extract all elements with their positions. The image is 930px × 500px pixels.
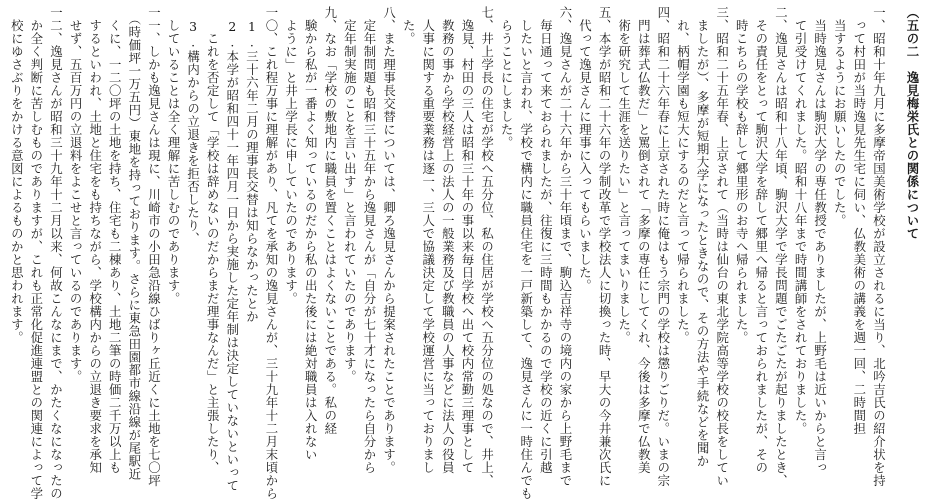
vertical-text-body <box>6 6 922 500</box>
text-line: 校にゆさぶりをかける意図によるものかと思われます。 <box>9 6 25 344</box>
text-line: 当時逸見さんは駒沢大学の専任教授でありましたが、上野毛は近いからと言っ <box>812 6 828 474</box>
text-line: 五、本学が昭和二十六年の学制改革で学校法人に切換った時、早大の今井兼次氏に <box>597 6 613 487</box>
text-line: れ、柄帽学園も短大にするのだと言って帰られました。 <box>675 6 691 344</box>
text-line: くに、一二〇坪の土地を持ち、住宅も二棟あり、土地二筆の時価二千万以上も <box>107 6 123 474</box>
text-line: 教務の事から学校経営上の法人の一般業務及び教職員の人事などに法人の役員 <box>440 6 456 474</box>
text-line: らうことにしました。 <box>499 6 515 149</box>
text-line: 術を研究して生涯を送りたい」と言ってまいりました。 <box>616 6 632 344</box>
text-line: て引受けてくれました。昭和十八年まで時間講師をされておりました。 <box>793 6 809 435</box>
text-line: 定年制問題も昭和三十五年から逸見さんが「自分が七十才になったら自分から <box>361 6 377 474</box>
text-line: 六、逸見さんが二十六年から三十年頃まで、駒込吉祥寺の境内の家から上野毛まで <box>557 6 573 487</box>
text-line: 一一、しかも逸見さんは現に、川崎市の小田急沿線ひばりヶ丘近くに土地を七〇坪 <box>146 6 162 487</box>
text-line: 一、昭和十年九月に多摩帝国美術学校が設立されるに当り、北吟吉氏の紹介状を持 <box>871 6 887 487</box>
text-line: 一〇、これ程万事に理解があり、凡てを承知の逸見さんが、三十九年十二月末頃から <box>264 6 279 500</box>
text-line: 一二、逸見さんが昭和三十九年十二月以来、何故こんなにまで、かたくなになったの <box>48 6 64 500</box>
text-line: 二、逸見さんは昭和十八年頃、駒沢大学で学長問題でごたごたが起りましたとき、 <box>773 6 789 487</box>
text-line: 当するようにお願いしたのでした。 <box>832 6 848 227</box>
text-line: 逸見、村田の三人は昭和三十年の事以来毎日学校へ出て校内常勤三理事として <box>459 6 475 474</box>
text-line: ましたが）、多摩が短期大学になったときなので、その方法や手続などを聞か <box>695 6 711 468</box>
text-line: た。 <box>401 6 417 45</box>
text-line: 時こちらの学校も辞して郷里形のお寺へ帰られました。 <box>734 6 750 344</box>
text-line: したいと言われ、学校で構内に職員住宅を一戸新築して、逸見さんに一時住んでも <box>518 6 534 500</box>
text-line: って村田が当時逸見先生宅に伺い、仏教美術の講義を週一回、二時間担 <box>851 6 867 435</box>
section-title: （五の二 逸見梅栄氏との関係について <box>905 6 920 240</box>
text-line: 七、井上学長の住宅が学校へ五分位、私の住居が学校へ五分位の処なので、井上、 <box>479 6 495 487</box>
text-line: 毎日通って来ておられましたが、往復に三時間もかかるので学校の近くに引越 <box>538 6 554 474</box>
text-line: 門は葬式仏教だ」と罵倒されて「多摩の専任にしてくれ、今後は多摩で仏教美 <box>636 6 652 474</box>
text-line: 1.三十六年二月の理事長交替は知らなかったとか <box>244 6 260 324</box>
text-line: 2.本学が昭和四十一年四月一日から実施した定年制は決定していないといって <box>224 6 240 493</box>
text-line: （時価坪一万五円）東地を持っております。さらに東急田園都市線沿線が尾駅近 <box>126 6 142 481</box>
text-line: その責任をとって駒沢大学を辞して郷里へ帰ると言っておられましたが、その <box>753 6 769 474</box>
text-line: ように」と井上学長に申していたのであります。 <box>283 6 299 305</box>
text-line: これを否定して「学校は辞めないのだからまだ理事なんだ」と主張したり、 <box>205 6 221 474</box>
text-line: していることは全く理解に苦しむのであります。 <box>166 6 182 305</box>
text-line: 九、なお「学校の敷地内に職員を置くことはよくないことである。私の経 <box>322 6 338 435</box>
text-line: 四、昭和二十六年春に上京された時に俺はもう宗門の学校は懲りごりだ。いまの宗 <box>655 6 671 487</box>
text-line: 3.構内からの立退きを拒否したり、 <box>185 6 201 246</box>
text-line: 験から私が一番よく知っているのだから私の出た後には絶対職員は入れない <box>303 6 319 461</box>
text-line: するといわれ、土地と住宅をも持ちながら、学校構内からの立退き要求を承知 <box>87 6 103 474</box>
text-line: 八、また理事長交替については、卿ろ逸見さんから提案されたことであります。 <box>381 6 397 474</box>
text-line: せず、五百万円の立退料をよこせと言っているのであります。 <box>68 6 84 383</box>
text-line: 定年制実施のことを言い出す」と言われていたのであります。 <box>342 6 358 383</box>
text-line: 人事に関する重要業務は逐一、三人で協議決定して学校運営に当っておりまし <box>420 6 436 474</box>
text-line: 三、昭和二十五年春、上京されて（当時は仙台の東北学院高等学校の校長をしてい <box>714 6 730 487</box>
text-line: か全く判断に苦しむものでありますが、これも正常化促進連盟との関連によって学 <box>28 6 44 500</box>
text-line: 代って逸見さんに理事に入ってもらいました。 <box>577 6 593 292</box>
